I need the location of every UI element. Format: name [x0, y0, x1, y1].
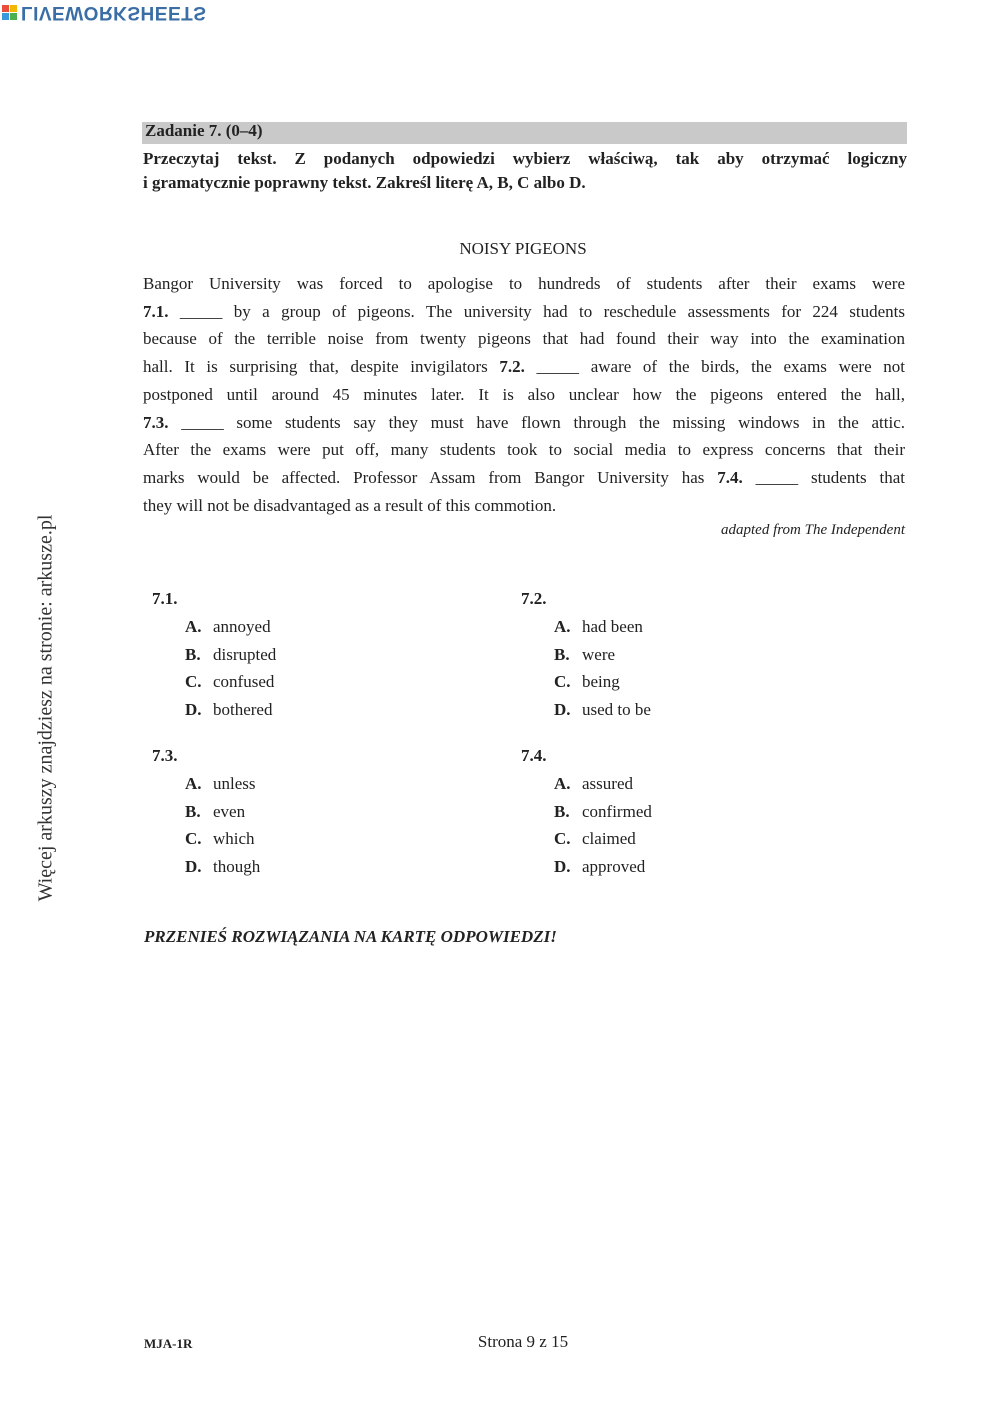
gap-7-1-blank[interactable]: _____	[179, 301, 223, 321]
option-a[interactable]: A. unless	[185, 774, 256, 793]
question-7-1	[152, 589, 276, 728]
passage-line-7: After the exams were put off, many students took to social media to express concerns that their	[143, 440, 905, 460]
question-number: 7.4.	[521, 746, 547, 765]
passage-line-6: 7.3. _____ some students say they must have flown through the missing windows in the attic.	[143, 412, 906, 432]
option-a[interactable]: A. annoyed	[185, 617, 271, 636]
option-b[interactable]: B. confirmed	[554, 801, 652, 821]
transfer-note: PRZENIEŚ ROZWIĄZANIA NA KARTĘ ODPOWIEDZI!	[144, 927, 557, 946]
option-d[interactable]: D. bothered	[185, 700, 273, 720]
exam-code: MJA-1R	[144, 1336, 193, 1351]
option-c[interactable]: C. confused	[185, 672, 275, 692]
text-source: adapted from The Independent	[721, 522, 905, 538]
task-instructions	[143, 147, 907, 195]
option-c[interactable]: C. being	[554, 672, 620, 692]
logo-square-blue	[2, 13, 9, 20]
instructions-line-1: Przeczytaj tekst. Z podanych odpowiedzi wybierz właściwą, tak aby otrzymać logiczny	[143, 149, 907, 168]
logo-square-green	[10, 13, 17, 20]
option-a[interactable]: A. had been	[554, 617, 643, 636]
logo-square-yellow	[10, 5, 17, 12]
text-title: NOISY PIGEONS	[459, 239, 587, 258]
passage-line-4: hall. It is surprising that, despite invigilators 7.2. _____ aware of the birds, the exams were not	[143, 357, 905, 377]
logo-text: LIVEWORKSHEETS	[21, 2, 207, 23]
gap-7-3-label: 7.3.	[143, 412, 169, 432]
gap-7-4-blank[interactable]: _____	[755, 467, 799, 487]
passage-line-3: because of the terrible noise from twenty pigeons that had found their way into the examination	[143, 329, 905, 349]
question-number: 7.3.	[152, 746, 178, 765]
question-7-4	[521, 746, 652, 885]
option-d[interactable]: D. used to be	[554, 700, 651, 720]
task-title: Zadanie 7. (0–4)	[145, 121, 263, 140]
option-a[interactable]: A. assured	[554, 774, 633, 793]
gap-7-1-label: 7.1.	[143, 301, 169, 321]
question-number: 7.2.	[521, 589, 547, 608]
passage-line-1: Bangor University was forced to apologise to hundreds of students after their exams were	[143, 274, 905, 293]
option-b[interactable]: B. disrupted	[185, 644, 277, 664]
question-number: 7.1.	[152, 589, 178, 608]
page-number: Strona 9 z 15	[477, 1332, 569, 1351]
gap-7-4-label: 7.4.	[717, 467, 743, 487]
passage-line-2: 7.1. _____ by a group of pigeons. The university had to reschedule assessments for 224 students	[143, 301, 906, 321]
gap-7-3-blank[interactable]: _____	[181, 412, 224, 432]
option-d[interactable]: D. approved	[554, 857, 646, 877]
question-7-2	[521, 589, 651, 728]
option-c[interactable]: C. which	[185, 829, 255, 849]
passage-line-5: postponed until around 45 minutes later. It is also unclear how the pigeons entered the hall,	[143, 384, 905, 404]
side-note: Więcej arkuszy znajdziesz na stronie: arkusze.pl	[34, 514, 57, 902]
gap-7-2-label: 7.2.	[499, 357, 525, 377]
gap-7-2-blank[interactable]: _____	[536, 357, 580, 377]
passage-line-8: marks would be affected. Professor Assam from Bangor University has 7.4. _____ students that	[143, 467, 906, 487]
question-7-3	[152, 746, 260, 885]
option-d[interactable]: D. though	[185, 857, 261, 877]
option-c[interactable]: C. claimed	[554, 829, 636, 849]
instructions-line-2: i gramatycznie poprawny tekst. Zakreśl literę A, B, C albo D.	[143, 173, 586, 192]
option-b[interactable]: B. were	[554, 644, 616, 664]
reading-passage	[143, 270, 905, 519]
logo-squares-icon	[2, 5, 17, 20]
logo-square-red	[2, 5, 9, 12]
option-b[interactable]: B. even	[185, 801, 246, 821]
passage-line-9: they will not be disadvantaged as a result of this commotion.	[143, 495, 557, 515]
liveworksheets-logo[interactable]	[0, 0, 206, 24]
